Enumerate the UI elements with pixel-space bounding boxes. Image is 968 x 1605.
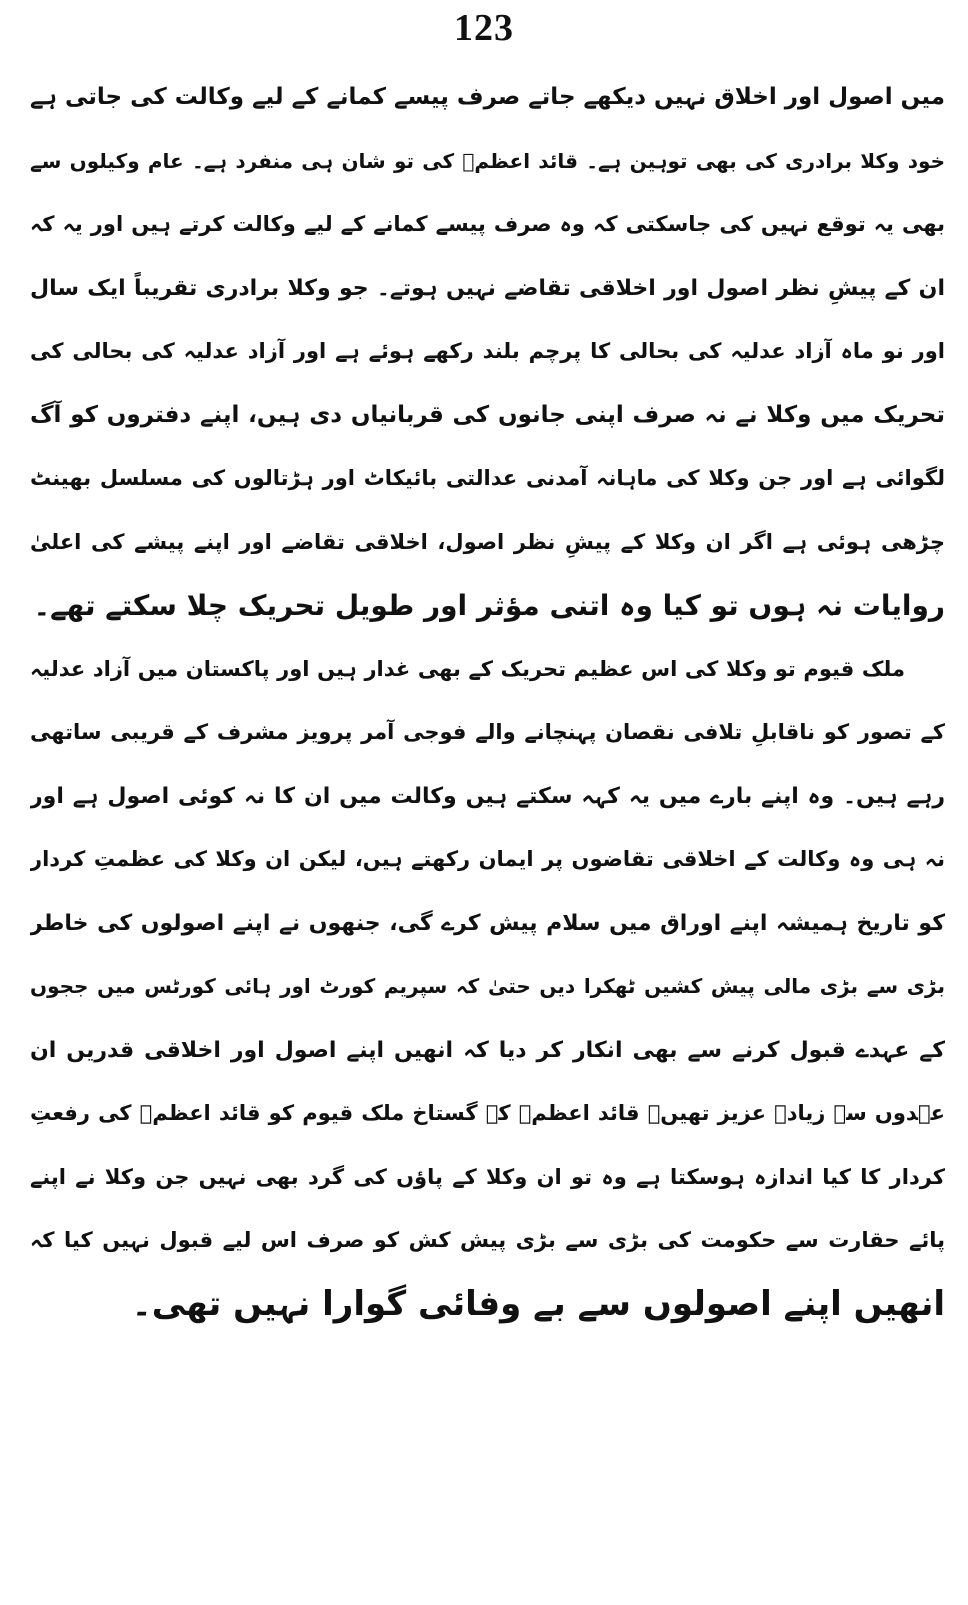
text-line: چڑھی ہوئی ہے اگر ان وکلا کے پیشِ نظر اصول، اخلاقی تقاضے اور اپنے پیشے کی اعلیٰ xyxy=(30,529,945,554)
urdu-body-text xyxy=(30,66,945,1336)
text-line: اور نو ماہ آزاد عدلیہ کی بحالی کا پرچم بلند رکھے ہوئے ہے اور آزاد عدلیہ کی بحالی کی xyxy=(30,339,945,363)
text-line: عہدوں سے زیادہ عزیز تھیں۔ قائد اعظمؒ کے گستاخ ملک قیوم کو قائد اعظمؒ کی رفعتِ xyxy=(30,1101,945,1125)
text-line-paragraph-end: انھیں اپنے اصولوں سے بے وفائی گوارا نہیں تھی۔ xyxy=(131,1283,945,1324)
text-line: رہے ہیں۔ وہ اپنے بارے میں یہ کہہ سکتے ہیں وکالت میں ان کا نہ کوئی اصول ہے اور xyxy=(30,783,945,809)
text-line: کے تصور کو ناقابلِ تلافی نقصان پہنچانے والے فوجی آمر پرویز مشرف کے قریبی ساتھی xyxy=(30,720,945,744)
text-line: بھی یہ توقع نہیں کی جاسکتی کہ وہ صرف پیسے کمانے کے لیے وکالت کرتے ہیں اور یہ کہ xyxy=(30,212,945,236)
text-line: میں اصول اور اخلاق نہیں دیکھے جاتے صرف پیسے کمانے کے لیے وکالت کی جاتی ہے xyxy=(30,84,945,110)
text-line-paragraph-end: روایات نہ ہوں تو کیا وہ اتنی مؤثر اور طویل تحریک چلا سکتے تھے۔ xyxy=(33,589,945,622)
text-line: خود وکلا برادری کی بھی توہین ہے۔ قائد اعظمؒ کی تو شان ہی منفرد ہے۔ عام وکیلوں سے xyxy=(30,148,945,173)
text-line: پائے حقارت سے حکومت کی بڑی سے بڑی پیش کش کو صرف اس لیے قبول نہیں کیا کہ xyxy=(30,1228,945,1252)
text-line: نہ ہی وہ وکالت کے اخلاقی تقاضوں پر ایمان رکھتے ہیں، لیکن ان وکلا کی عظمتِ کردار xyxy=(30,847,945,871)
text-line: تحریک میں وکلا نے نہ صرف اپنی جانوں کی قربانیاں دی ہیں، اپنے دفتروں کو آگ xyxy=(30,401,945,428)
text-line: بڑی سے بڑی مالی پیش کشیں ٹھکرا دیں حتیٰ کہ سپریم کورٹ اور ہائی کورٹس میں ججوں xyxy=(30,974,945,998)
text-line: کے عہدے قبول کرنے سے بھی انکار کر دیا کہ انھیں اپنے اصول اور اخلاقی قدریں ان xyxy=(30,1037,945,1063)
text-line: کو تاریخ ہمیشہ اپنے اوراق میں سلام پیش کرے گی، جنھوں نے اپنے اصولوں کی خاطر xyxy=(30,910,945,936)
text-line-paragraph-start: ملک قیوم تو وکلا کی اس عظیم تحریک کے بھی غدار ہیں اور پاکستان میں آزاد عدلیہ xyxy=(30,656,905,681)
text-line: ان کے پیشِ نظر اصول اور اخلاقی تقاضے نہیں ہوتے۔ جو وکلا برادری تقریباً ایک سال xyxy=(30,275,945,301)
text-line: لگوائی ہے اور جن وکلا کی ماہانہ آمدنی عدالتی بائیکاٹ اور ہڑتالوں کی مسلسل بھینٹ xyxy=(30,466,945,490)
page-number: 123 xyxy=(454,7,514,49)
text-line: کردار کا کیا اندازہ ہوسکتا ہے وہ تو ان وکلا کے پاؤں کی گرد بھی نہیں جن وکلا نے اپنے xyxy=(30,1164,945,1189)
